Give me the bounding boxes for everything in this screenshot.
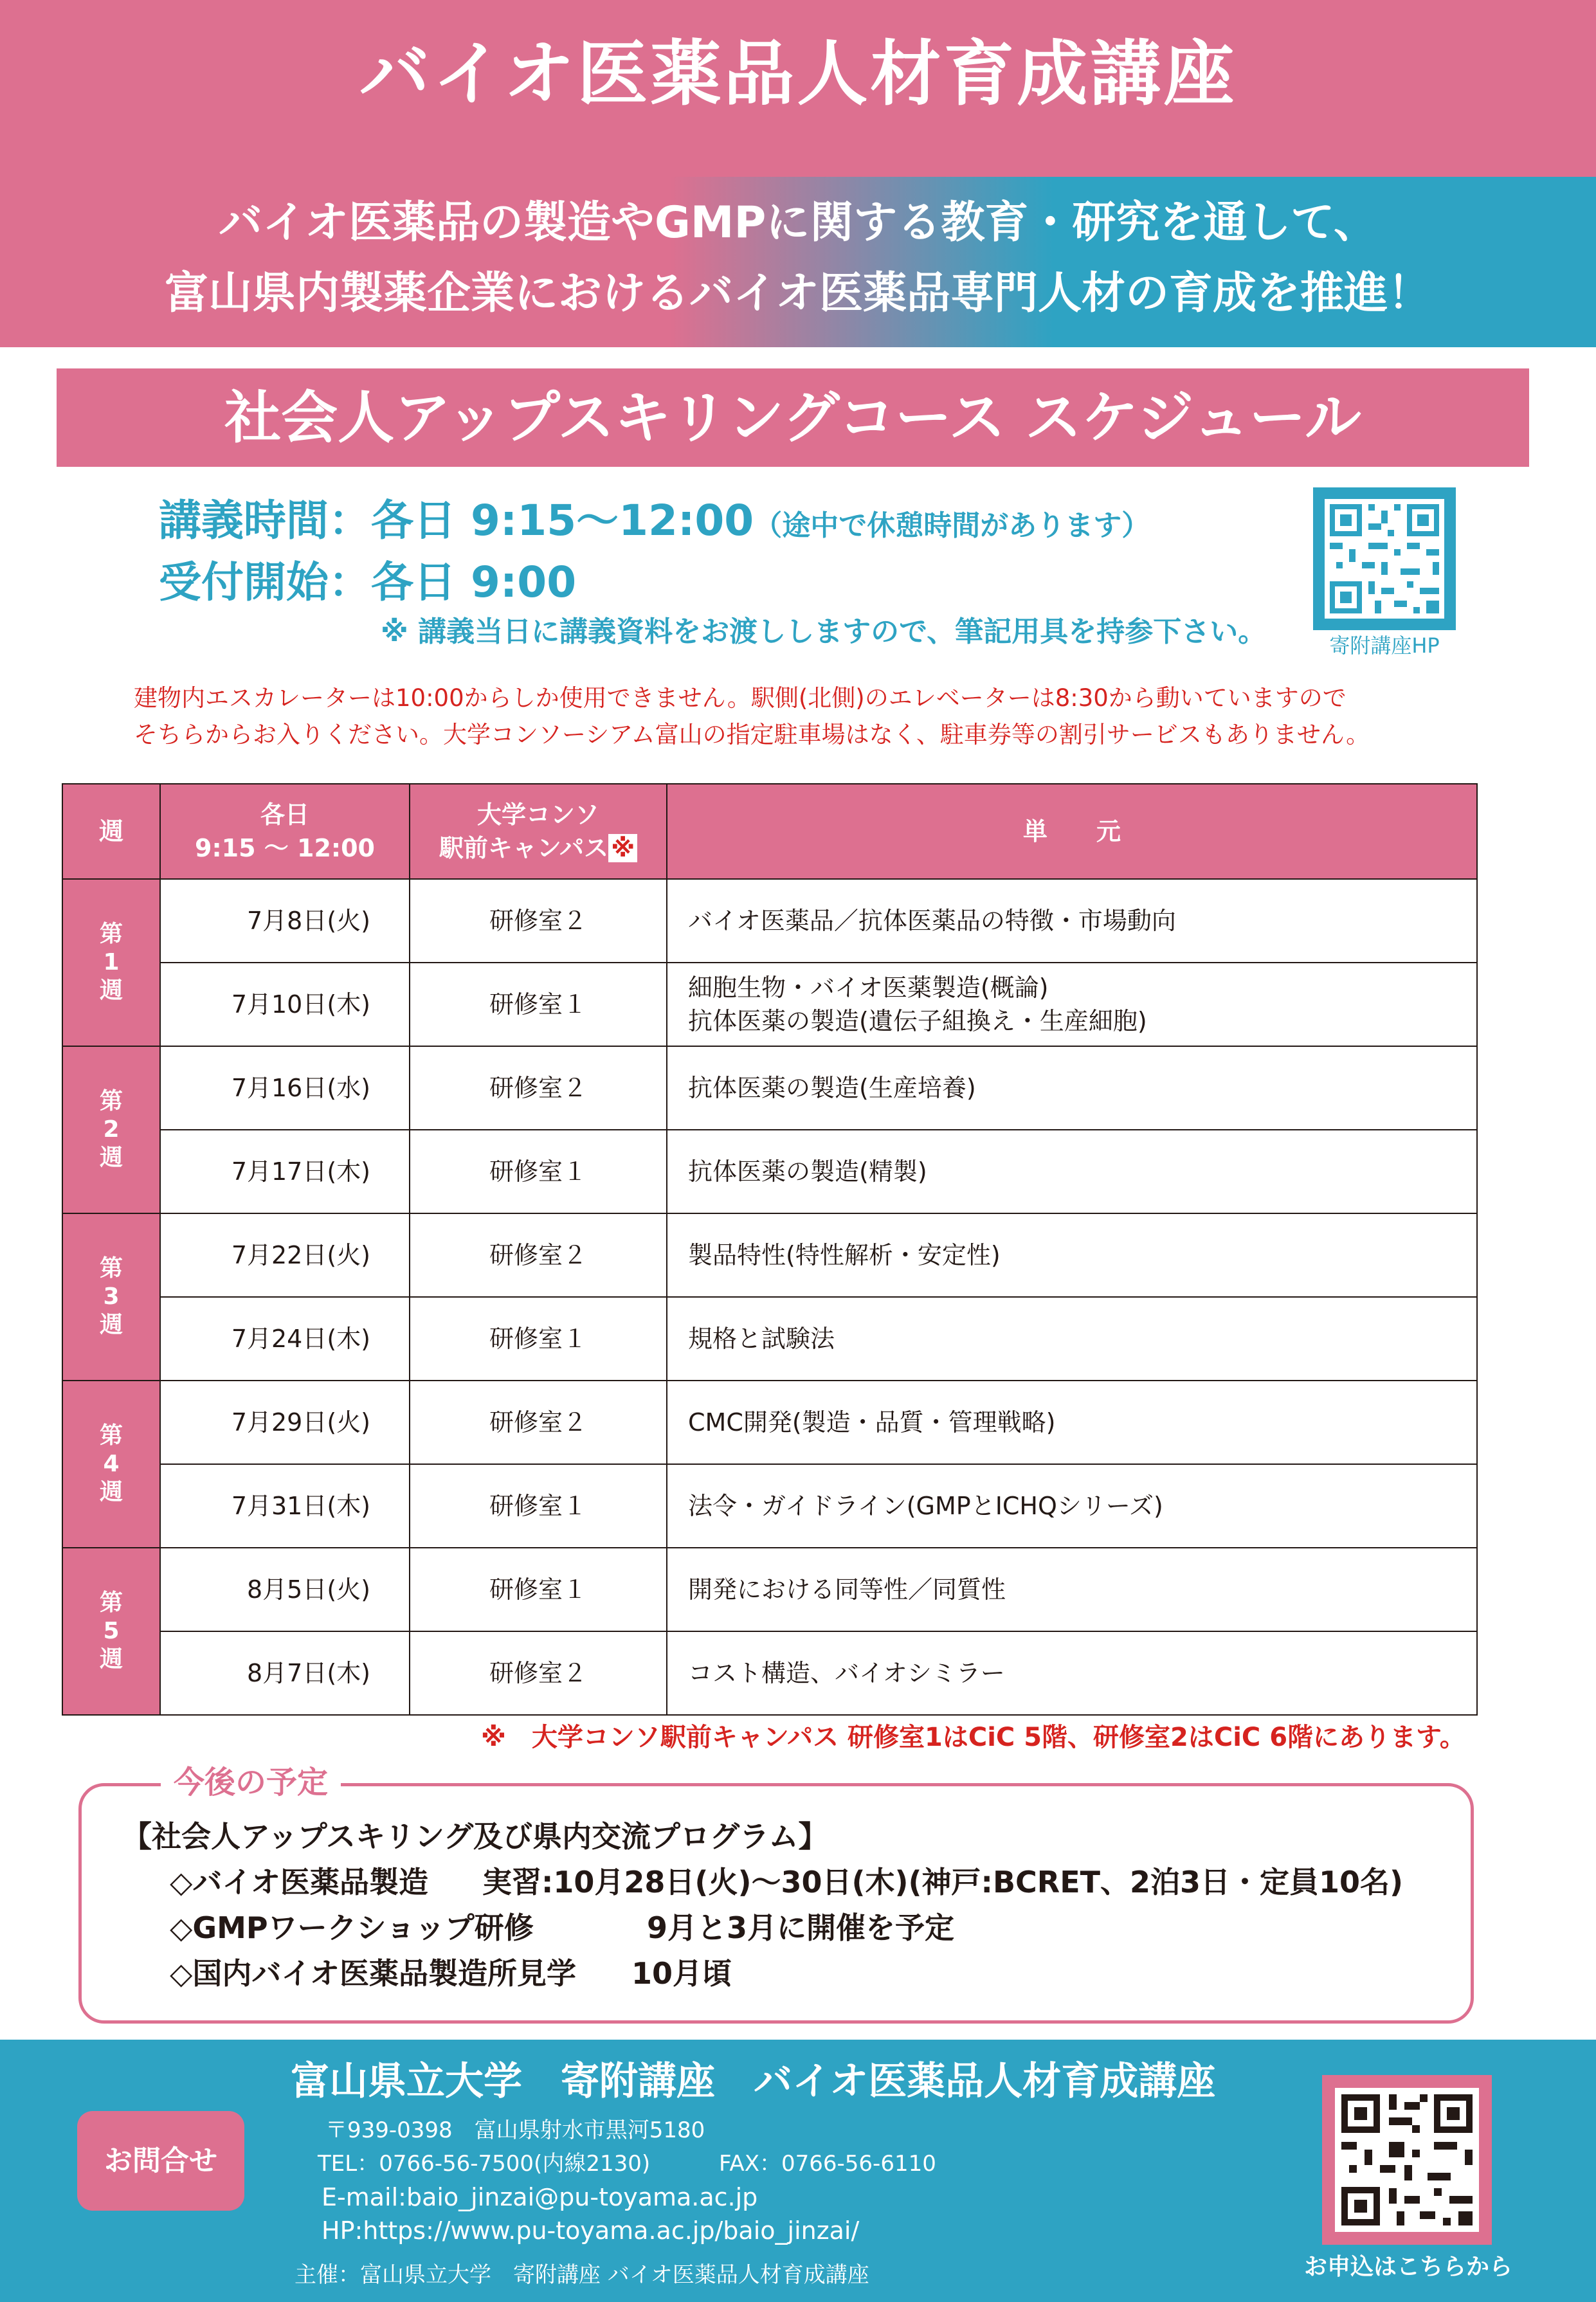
- email-link[interactable]: E-mail:baio_jinzai@pu-toyama.ac.jp: [322, 2183, 758, 2211]
- qr-code-icon[interactable]: [1322, 2075, 1492, 2245]
- session-unit-line-1: 法令・ガイドライン(GMPとICHQシリーズ): [688, 1492, 1163, 1520]
- week-label: [62, 1046, 160, 1213]
- week-label-char: 第: [99, 1255, 123, 1282]
- session-room: 研修室１: [410, 1464, 667, 1548]
- lecture-time: [159, 495, 1150, 552]
- footer-org-name: 富山県立大学 寄附講座 バイオ医薬品人材育成講座: [291, 2059, 1216, 2104]
- session-unit: [667, 1213, 1477, 1297]
- week-label-char: 4: [103, 1451, 120, 1477]
- lecture-time-note: （途中で休憩時間があります）: [754, 509, 1150, 542]
- week-label: [62, 879, 160, 1046]
- session-unit-line-1: CMC開発(製造・品質・管理戦略): [688, 1408, 1056, 1436]
- week-label-char: 週: [99, 1646, 123, 1672]
- future-plans-label: 今後の予定: [161, 1762, 341, 1803]
- postal-address: 〒939-0398 富山県射水市黒河5180: [325, 2117, 705, 2143]
- week-label-char: 週: [99, 1145, 123, 1171]
- session-room: 研修室１: [410, 1130, 667, 1213]
- week-label-char: 第: [99, 1088, 123, 1114]
- qr-code-icon[interactable]: [1313, 487, 1456, 630]
- header-date-line-1: 各日: [260, 801, 309, 829]
- organizer-note: 主催：富山県立大学 寄附講座 バイオ医薬品人材育成講座: [295, 2262, 869, 2288]
- schedule-table: [62, 783, 1478, 1716]
- table-row: [62, 1297, 1477, 1381]
- session-unit: [667, 1297, 1477, 1381]
- week-label-char: 週: [99, 977, 123, 1004]
- header-campus: [410, 784, 667, 879]
- header-date-line-2: 9:15 ～ 12:00: [195, 834, 375, 862]
- session-unit-line-1: 抗体医薬の製造(精製): [688, 1157, 927, 1186]
- table-row: [62, 963, 1477, 1046]
- week-label-char: 第: [99, 1590, 123, 1616]
- course-title: 社会人アップスキリングコース スケジュール: [224, 385, 1361, 451]
- session-unit-line-1: バイオ医薬品／抗体医薬品の特徴・市場動向: [688, 907, 1176, 935]
- session-unit: [667, 1464, 1477, 1548]
- session-unit: [667, 1548, 1477, 1631]
- session-unit-line-1: 開発における同等性／同質性: [688, 1575, 1006, 1604]
- session-date: 7月22日(火): [160, 1213, 410, 1297]
- session-unit-line-1: 抗体医薬の製造(生産培養): [688, 1074, 976, 1102]
- session-unit-line-1: 製品特性(特性解析・安定性): [688, 1241, 1001, 1269]
- fax-number: FAX：0766-56-6110: [719, 2151, 936, 2177]
- session-unit: [667, 1631, 1477, 1715]
- table-row: [62, 1130, 1477, 1213]
- future-item-detail: 実習:10月28日(火)～30日(木)(神戸:BCRET、2泊3日・定員10名): [482, 1865, 1404, 1899]
- note-mark: ※: [608, 834, 637, 862]
- session-date: 7月24日(木): [160, 1297, 410, 1381]
- header-unit: 単 元: [667, 784, 1477, 879]
- session-unit-line-1: 細胞生物・バイオ医薬製造(概論): [688, 974, 1049, 1002]
- access-warning-line-2: そちらからお入りください。大学コンソーシアム富山の指定駐車場はなく、駐車券等の割引サービスもありません。: [134, 721, 1370, 748]
- session-date: 7月29日(火): [160, 1381, 410, 1464]
- table-header-row: [62, 784, 1477, 879]
- week-label-char: 3: [103, 1283, 120, 1310]
- week-label-char: 第: [99, 921, 123, 947]
- week-label-char: 週: [99, 1479, 123, 1505]
- week-label: [62, 1548, 160, 1715]
- tagline-line-2: 富山県内製薬企業におけるバイオ医薬品専門人材の育成を推進！: [165, 268, 1431, 319]
- week-label-char: 5: [103, 1618, 120, 1644]
- handout-note: ※ 講義当日に講義資料をお渡ししますので、筆記用具を持参下さい。: [381, 615, 1267, 648]
- session-unit-line-2: 抗体医薬の製造(遺伝子組換え・生産細胞): [688, 1007, 1147, 1035]
- session-room: 研修室１: [410, 1297, 667, 1381]
- header-campus-line-2: [410, 831, 666, 865]
- session-date: 7月31日(木): [160, 1464, 410, 1548]
- session-room: 研修室２: [410, 1046, 667, 1130]
- session-room: 研修室２: [410, 879, 667, 963]
- page-title: バイオ医薬品人材育成講座: [359, 33, 1237, 115]
- table-row: [62, 1213, 1477, 1297]
- session-date: 8月5日(火): [160, 1548, 410, 1631]
- qr-apply-label: お申込はこちらから: [1303, 2254, 1512, 2280]
- table-row: [62, 1548, 1477, 1631]
- week-label-char: 週: [99, 1312, 123, 1338]
- future-plans-heading: 【社会人アップスキリング及び県内交流プログラム】: [122, 1819, 828, 1854]
- table-row: [62, 1631, 1477, 1715]
- session-unit-line-1: コスト構造、バイオシミラー: [688, 1659, 1005, 1687]
- phone-number: TEL：0766-56-7500(内線2130): [318, 2151, 651, 2177]
- session-room: 研修室２: [410, 1381, 667, 1464]
- header-week: 週: [62, 784, 160, 879]
- room-footnote: ※ 大学コンソ駅前キャンパス 研修室1はCiC 5階、研修室2はCiC 6階にあります。: [481, 1723, 1465, 1752]
- future-item-detail: 9月と3月に開催を予定: [647, 1910, 955, 1945]
- session-unit: [667, 1381, 1477, 1464]
- reception-time: 受付開始：各日 9:00: [159, 557, 577, 607]
- tagline-line-1: バイオ医薬品の製造やGMPに関する教育・研究を通して、: [219, 197, 1377, 248]
- access-warning-line-1: 建物内エスカレーターは10:00からしか使用できません。駅側(北側)のエレベーターは8:30から動いていますので: [134, 684, 1347, 712]
- session-date: 7月17日(木): [160, 1130, 410, 1213]
- session-date: 7月8日(火): [160, 879, 410, 963]
- session-unit: [667, 963, 1477, 1046]
- session-unit: [667, 1130, 1477, 1213]
- lecture-time-label: 講義時間：各日 9:15～12:00: [159, 496, 754, 545]
- week-label: [62, 1213, 160, 1381]
- session-date: 7月10日(木): [160, 963, 410, 1046]
- week-label-char: 1: [103, 949, 120, 975]
- session-unit: [667, 1046, 1477, 1130]
- session-date: 8月7日(木): [160, 1631, 410, 1715]
- week-label-char: 2: [103, 1116, 120, 1143]
- qr-hp-label: 寄附講座HP: [1329, 633, 1440, 658]
- header-date: [160, 784, 410, 879]
- week-label-char: 第: [99, 1422, 123, 1449]
- table-row: [62, 1381, 1477, 1464]
- session-room: 研修室２: [410, 1631, 667, 1715]
- future-item-name: ◇バイオ医薬品製造: [170, 1865, 428, 1899]
- table-row: [62, 1464, 1477, 1548]
- homepage-link[interactable]: HP:https://www.pu-toyama.ac.jp/baio_jinzai/: [322, 2216, 860, 2245]
- session-unit-line-1: 規格と試験法: [688, 1325, 835, 1353]
- session-unit: [667, 879, 1477, 963]
- header-campus-line-1: 大学コンソ: [476, 801, 599, 829]
- session-date: 7月16日(水): [160, 1046, 410, 1130]
- week-label: [62, 1381, 160, 1548]
- session-room: 研修室１: [410, 963, 667, 1046]
- table-row: [62, 1046, 1477, 1130]
- future-item-name: ◇国内バイオ医薬品製造所見学: [170, 1956, 576, 1991]
- table-row: [62, 879, 1477, 963]
- future-item-name: ◇GMPワークショップ研修: [170, 1910, 534, 1945]
- session-room: 研修室２: [410, 1213, 667, 1297]
- session-room: 研修室１: [410, 1548, 667, 1631]
- future-item-detail: 10月頃: [631, 1956, 732, 1991]
- header-campus-text: 駅前キャンパス: [439, 834, 609, 862]
- contact-button[interactable]: お問合せ: [77, 2111, 244, 2211]
